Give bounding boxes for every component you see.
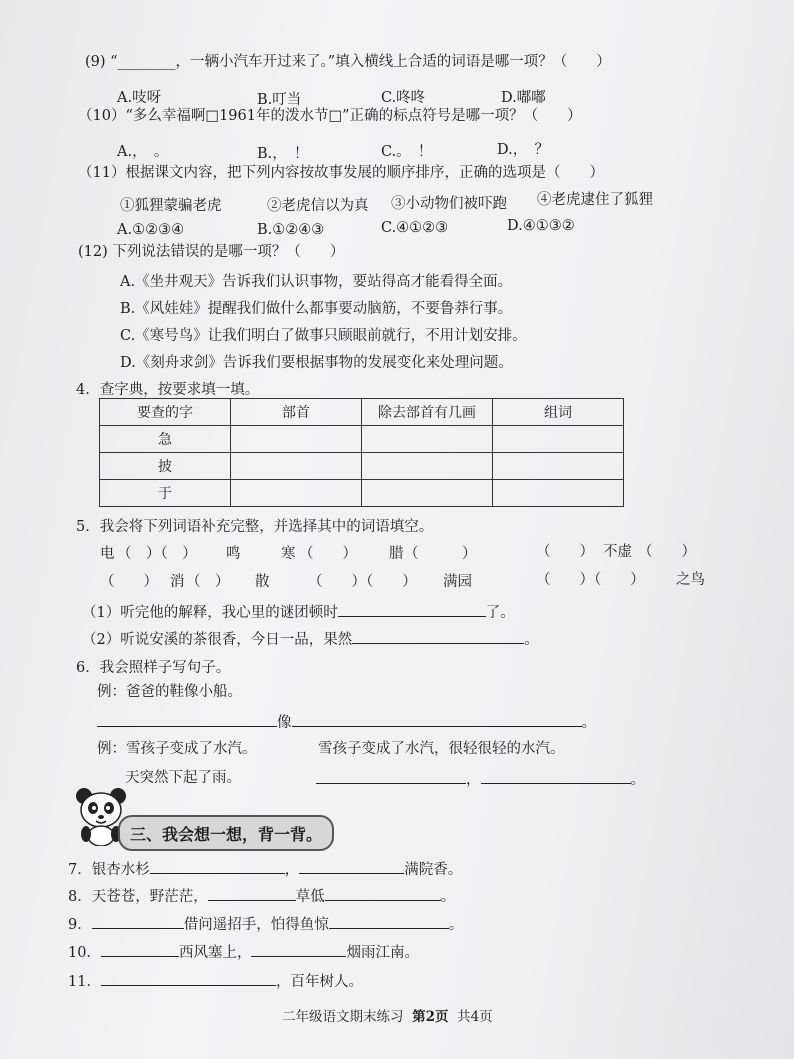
q11-item-3: ③小动物们被吓跑 <box>391 196 507 212</box>
table-char: 急 <box>100 426 231 453</box>
q11-option-b: B.①②④③ <box>257 222 325 238</box>
q8-num: 8． <box>68 889 92 905</box>
answer-cell[interactable] <box>362 453 493 480</box>
q12-option-c: C.《寒号鸟》让我们明白了做事只顾眼前就行，不用计划安排。 <box>120 328 527 344</box>
q8 <box>68 886 455 906</box>
q7-num: 7． <box>68 862 92 878</box>
table-char: 披 <box>100 453 231 480</box>
q5-word-2b: 腊 <box>389 546 404 562</box>
q9b-text: 借问遥招手，怕得鱼惊 <box>183 917 329 933</box>
q5-word-3: 不虚 <box>603 544 632 560</box>
q5-s1-end: 了。 <box>485 605 515 621</box>
q6-title: 6．我会照样子写句子。 <box>76 660 231 676</box>
q9-stem: (9) “________，一辆小汽车开过来了。”填入横线上合适的词语是哪一项？（ ） <box>85 54 611 70</box>
answer-line[interactable] <box>299 859 404 874</box>
q11-poem <box>68 971 363 991</box>
q7-text-b: 满院香。 <box>404 862 463 878</box>
footer-page: 第2页 <box>412 1009 449 1025</box>
answer-line[interactable] <box>251 942 346 957</box>
q5-s2-text: （2）听说安溪的茶很香，今日一品，果然 <box>82 632 353 648</box>
q4-title: 4．查字典，按要求填一填。 <box>76 382 260 398</box>
q6-period: 。 <box>581 715 596 731</box>
q11-option-a: A.①②③④ <box>117 222 185 238</box>
section-3-title: 三、我会想一想，背一背。 <box>118 815 334 851</box>
q6-answer-row-1 <box>97 712 596 732</box>
answer-line[interactable] <box>97 712 277 727</box>
q9-option-a: A.吱呀 <box>117 90 162 106</box>
q5-word-1a: 电 <box>100 546 115 562</box>
q6-example-2b: 雪孩子变成了水汽，很轻很轻的水汽。 <box>318 741 565 757</box>
answer-line[interactable] <box>92 914 184 929</box>
q11-item-2: ②老虎信以为真 <box>267 198 369 214</box>
q7-sep: ， <box>284 862 300 878</box>
table-header: 部首 <box>231 399 362 426</box>
answer-cell[interactable] <box>493 426 624 453</box>
q10-stem: （10）“多么幸福啊□1961年的泼水节□”正确的标点符号是哪一项？（ ） <box>78 108 582 124</box>
answer-line[interactable] <box>352 629 524 644</box>
q5-s2-end: 。 <box>524 632 539 648</box>
q10-option-a: A.， 。 <box>117 144 169 160</box>
q9b-end: 。 <box>448 917 464 933</box>
q10-poem <box>68 942 419 962</box>
answer-cell[interactable] <box>362 426 493 453</box>
answer-cell[interactable] <box>493 480 624 507</box>
q9b-num: 9． <box>68 917 92 933</box>
q8-text-b: 草低 <box>295 889 325 905</box>
q6-xiang: 像 <box>277 715 292 731</box>
q6-period-2: 。 <box>630 772 645 788</box>
q5-sentence-1 <box>82 602 515 622</box>
table-header: 除去部首有几画 <box>362 399 493 426</box>
answer-line[interactable] <box>101 942 179 957</box>
q11-item-4: ④老虎逮住了狐狸 <box>537 192 653 208</box>
q6-task: 天突然下起了雨。 <box>125 770 241 786</box>
q6-answer-row-2 <box>316 769 645 789</box>
table-header: 要查的字 <box>100 399 231 426</box>
answer-cell[interactable] <box>362 480 493 507</box>
q9-option-b: B.叮当 <box>257 92 302 108</box>
q5-title: 5．我会将下列词语补充完整，并选择其中的词语填空。 <box>76 519 434 535</box>
q7 <box>68 859 462 879</box>
answer-cell[interactable] <box>231 480 362 507</box>
footer-total: 共4页 <box>457 1009 493 1025</box>
q10-option-c: C.。 ！ <box>381 144 433 160</box>
table-row <box>100 426 624 453</box>
answer-line[interactable] <box>208 886 296 901</box>
q5-word-2a: 寒 <box>281 546 296 562</box>
answer-line[interactable] <box>338 602 486 617</box>
q8-text-a: 天苍苍，野茫茫， <box>91 889 208 905</box>
answer-line[interactable] <box>481 769 631 784</box>
q11b-num: 11． <box>68 974 101 990</box>
answer-cell[interactable] <box>231 453 362 480</box>
q12-option-a: A.《坐井观天》告诉我们认识事物，要站得高才能看得全面。 <box>120 274 513 290</box>
answer-line[interactable] <box>329 914 449 929</box>
q10-option-b: B.， ！ <box>257 146 309 162</box>
q10b-text-b: 烟雨江南。 <box>346 945 419 961</box>
q5-blank[interactable]: （ ） <box>100 574 158 590</box>
q5-blank[interactable]: （ ） <box>299 546 357 562</box>
q7-text-a: 银杏水杉 <box>91 862 150 878</box>
q5-blank[interactable]: （ ） <box>638 544 696 560</box>
q12-stem: (12) 下列说法错误的是哪一项？（ ） <box>78 244 345 260</box>
q5-word-1b: 鸣 <box>226 546 241 562</box>
q11b-text: 百年树人。 <box>290 974 363 990</box>
q5-blank[interactable]: （ ） <box>536 544 594 560</box>
dictionary-table <box>99 398 624 507</box>
q5-s1-text: （1）听完他的解释，我心里的谜团顿时 <box>82 605 338 621</box>
answer-cell[interactable] <box>493 453 624 480</box>
q10b-num: 10． <box>68 945 101 961</box>
q8-end: 。 <box>440 889 456 905</box>
table-row <box>100 480 624 507</box>
answer-line[interactable] <box>292 712 582 727</box>
q10b-text-a: 西风塞上， <box>178 945 252 961</box>
table-row <box>100 453 624 480</box>
q5-word-4a: 消 <box>170 574 185 590</box>
q6-example-2a: 例：雪孩子变成了水汽。 <box>97 741 257 757</box>
answer-line[interactable] <box>101 971 276 986</box>
q11-item-1: ①狐狸蒙骗老虎 <box>120 198 222 214</box>
q10-option-d: D.， ？ <box>497 142 549 158</box>
q12-option-d: D.《刻舟求剑》告诉我们要根据事物的发展变化来处理问题。 <box>120 355 513 371</box>
q12-option-b: B.《风娃娃》提醒我们做什么都事要动脑筋，不要鲁莽行事。 <box>120 301 513 317</box>
q6-example-1: 例：爸爸的鞋像小船。 <box>97 684 242 700</box>
q5-blank[interactable]: （ ）（ ） <box>536 572 645 588</box>
answer-line[interactable] <box>316 769 466 784</box>
q11-option-c: C.④①②③ <box>381 220 449 236</box>
q6-comma: ， <box>466 772 481 788</box>
q5-blank[interactable]: （ ） <box>186 574 230 590</box>
q5-word-4b: 散 <box>255 574 270 590</box>
q5-word-6: 之鸟 <box>676 572 705 588</box>
q11b-sep: ， <box>275 974 291 990</box>
table-header: 组词 <box>493 399 624 426</box>
q11-stem: （11）根据课文内容，把下列内容按故事发展的顺序排序，正确的选项是（ ） <box>78 165 604 181</box>
q5-blank[interactable]: （ ） <box>404 546 477 562</box>
q9-option-d: D.嘟嘟 <box>501 90 546 106</box>
table-char: 于 <box>100 480 231 507</box>
q5-blank[interactable]: （ ）（ ） <box>117 546 197 562</box>
q5-sentence-2 <box>82 629 539 649</box>
q9-poem <box>68 914 463 934</box>
answer-line[interactable] <box>150 859 285 874</box>
q11-option-d: D.④①③② <box>507 218 575 234</box>
q5-blank[interactable]: （ ）（ ） <box>308 574 417 590</box>
table-header-row <box>100 399 624 426</box>
footer-title: 二年级语文期末练习 <box>282 1009 404 1025</box>
page-footer <box>282 1005 493 1025</box>
q5-word-5: 满园 <box>443 574 472 590</box>
answer-cell[interactable] <box>231 426 362 453</box>
answer-line[interactable] <box>325 886 441 901</box>
q9-option-c: C.咚咚 <box>381 90 426 106</box>
